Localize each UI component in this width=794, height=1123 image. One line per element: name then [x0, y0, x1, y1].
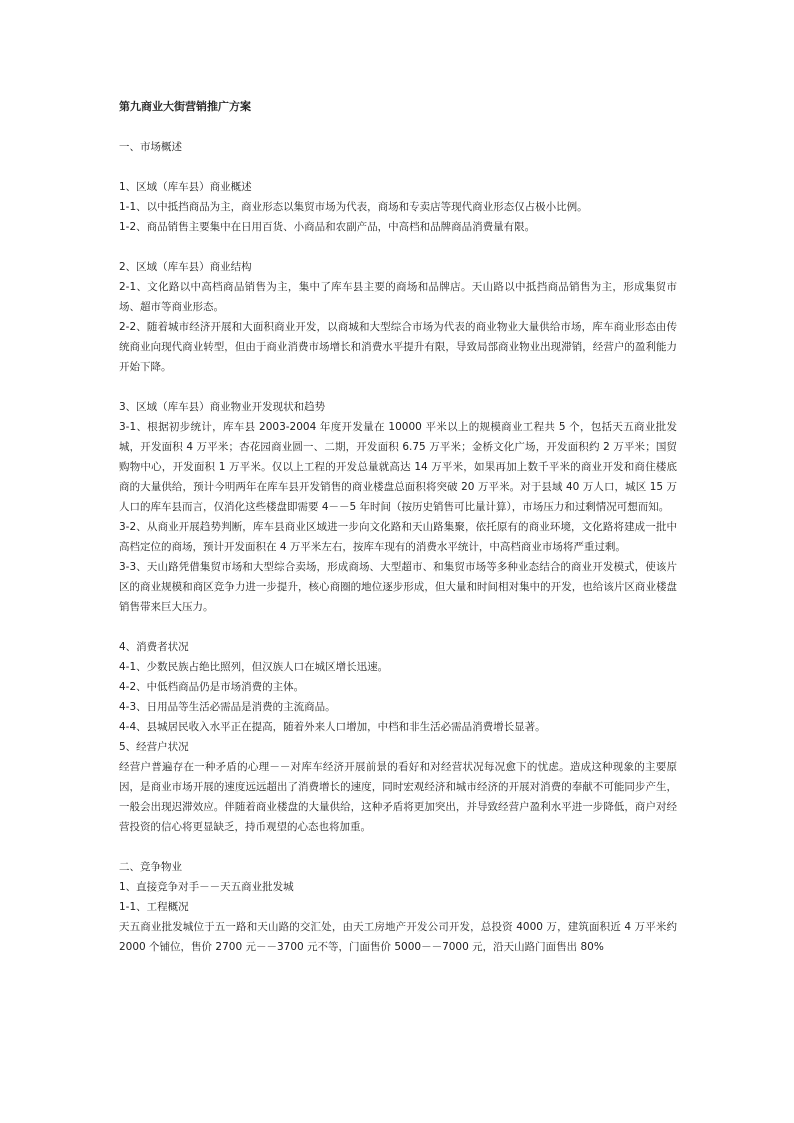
subsection-heading-commerce-overview: 1、区域（库车县）商业概述 — [119, 181, 252, 193]
paragraph-3-1: 3-1、根据初步统计，库车县 2003-2004 年度开发量在 10000 平米以上的规模商业工程共 5 个，包括天五商业批发城，开发面积 4 万平米；杏花园商业圆一、二期，开发面积 6.75 万平米；金桥文化广场，开发面积约 2 万平米；国贸购物中心，开发面积 1 万平米。仅以上工程的开发总量就高达 14 万平米，如果再加上数千平米的商业开发和商住楼底商的大量供给，预计今明两年在库车县开发销售的商业楼盘总面积将突破 20 万平米。对于县域 40 万人口，城区 15 万人口的库车县而言，仅消化这些楼盘即需要 4－－5 年时间（按历史销售可比量计算），市场压力和过剩情况可想而知。 — [119, 421, 677, 513]
subsection-heading-project-overview: 1-1、工程概况 — [119, 901, 189, 913]
paragraph-3-3: 3-3、天山路凭借集贸市场和大型综合卖场，形成商场、大型超市、和集贸市场等多种业态结合的商业开发模式，使该片区的商业规模和商区竞争力进一步提升，核心商圈的地位逐步形成，但大量和时间相对集中的开发，也给该片区商业楼盘销售带来巨大压力。 — [119, 561, 677, 613]
paragraph-2-1: 2-1、文化路以中高档商品销售为主，集中了库车县主要的商场和品牌店。天山路以中抵挡商品销售为主，形成集贸市场、超市等商业形态。 — [119, 281, 677, 313]
subsection-heading-development-status: 3、区域（库车县）商业物业开发现状和趋势 — [119, 401, 326, 413]
subsection-heading-operators: 5、经营户状况 — [119, 741, 189, 753]
paragraph-project-overview: 天五商业批发城位于五一路和天山路的交汇处，由天工房地产开发公司开发，总投资 4000 万，建筑面积近 4 万平米约 2000 个铺位，售价 2700 元－－3700 元不等，门面售价 5000－－7000 元，沿天山路门面售出 80% — [119, 921, 677, 953]
subsection-heading-commerce-structure: 2、区域（库车县）商业结构 — [119, 261, 252, 273]
document-page — [119, 97, 677, 957]
paragraph-1-1: 1-1、以中抵挡商品为主，商业形态以集贸市场为代表，商场和专卖店等现代商业形态仅占极小比例。 — [119, 201, 588, 213]
document-title: 第九商业大街营销推广方案 — [119, 100, 251, 113]
paragraph-3-2: 3-2、从商业开展趋势判断，库车县商业区域进一步向文化路和天山路集聚，依托原有的商业环境，文化路将建成一批中高档定位的商场，预计开发面积在 4 万平米左右，按库车现有的消费水平统计，中高档商业市场将严重过剩。 — [119, 521, 677, 553]
paragraph-2-2: 2-2、随着城市经济开展和大面积商业开发，以商城和大型综合市场为代表的商业物业大量供给市场，库车商业形态由传统商业向现代商业转型，但由于商业消费市场增长和消费水平提升有限，导致局部商业物业出现滞销，经营户的盈利能力开始下降。 — [119, 321, 677, 373]
paragraph-operators: 经营户普遍存在一种矛盾的心理－－对库车经济开展前景的看好和对经营状况每况愈下的忧虑。造成这种现象的主要原因，是商业市场开展的速度远远超出了消费增长的速度，同时宏观经济和城市经济的开展对消费的奉献不可能同步产生，一般会出现迟滞效应。伴随着商业楼盘的大量供给，这种矛盾将更加突出，并导致经营户盈利水平进一步降低，商户对经营投资的信心将更显缺乏，持币观望的心态也将加重。 — [119, 761, 677, 833]
section-heading-competition: 二、竞争物业 — [119, 861, 182, 873]
paragraph-4-2: 4-2、中低档商品仍是市场消费的主体。 — [119, 681, 305, 693]
subsection-heading-direct-competitor: 1、直接竞争对手－－天五商业批发城 — [119, 881, 294, 893]
paragraph-1-2: 1-2、商品销售主要集中在日用百货、小商品和农副产品，中高档和品牌商品消费量有限。 — [119, 221, 536, 233]
subsection-heading-consumers: 4、消费者状况 — [119, 641, 189, 653]
paragraph-4-3: 4-3、日用品等生活必需品是消费的主流商品。 — [119, 701, 336, 713]
section-heading-market-overview: 一、市场概述 — [119, 141, 182, 153]
paragraph-4-1: 4-1、少数民族占绝比照列，但汉族人口在城区增长迅速。 — [119, 661, 389, 673]
paragraph-4-4: 4-4、县城居民收入水平正在提高，随着外来人口增加，中档和非生活必需品消费增长显著。 — [119, 721, 546, 733]
